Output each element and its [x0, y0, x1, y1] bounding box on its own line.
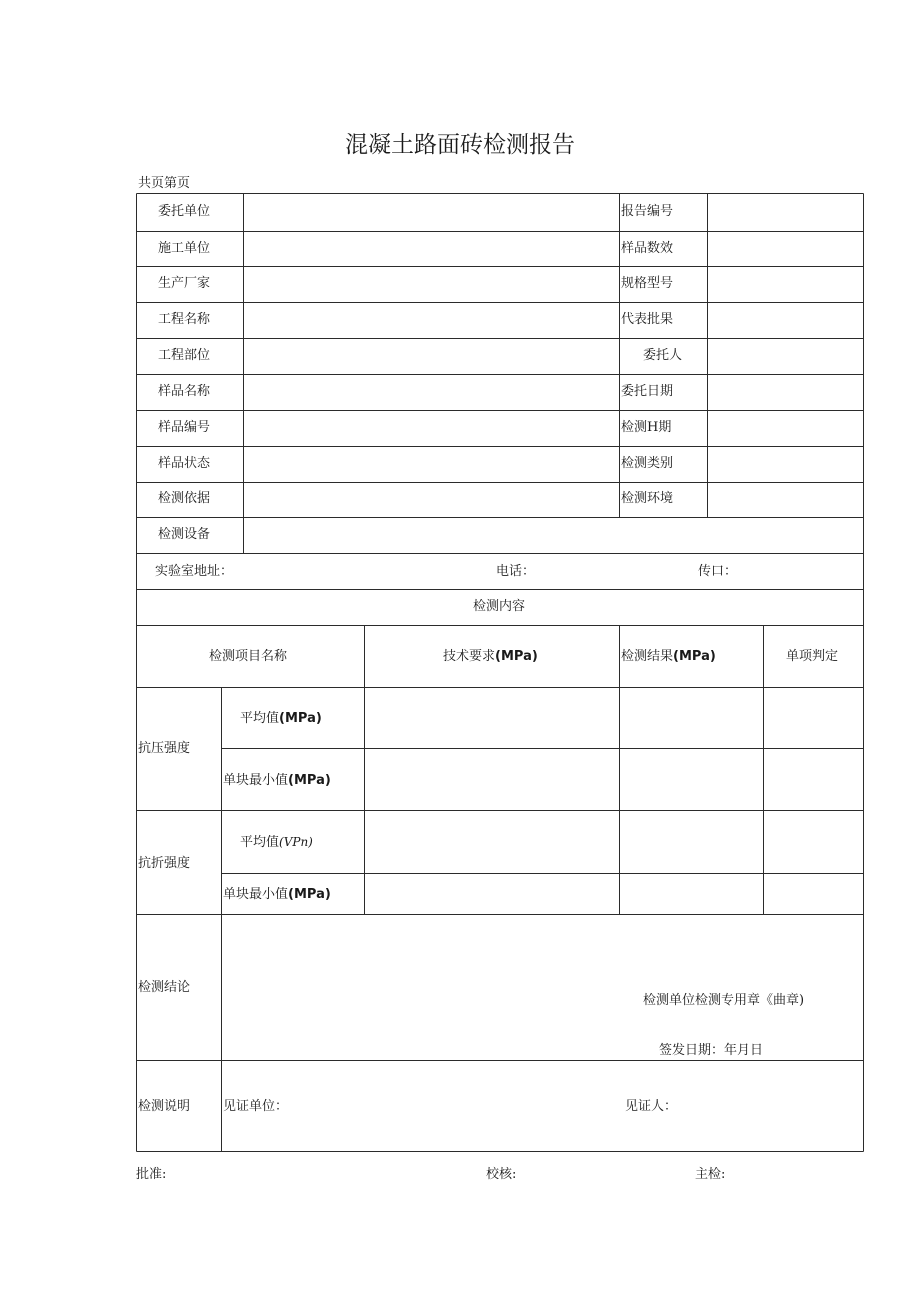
flexural-average-label: 平均值(VPn)	[240, 835, 313, 850]
label-representative-batch: 代表批果	[621, 312, 674, 327]
label-commission-date: 委托日期	[621, 384, 674, 399]
label-test-equipment: 检测设备	[158, 527, 211, 542]
witness-person-label: 见证人：	[625, 1099, 678, 1114]
lab-phone-label: 电话：	[496, 564, 536, 579]
label-project-part: 工程部位	[158, 348, 211, 363]
page-title: 混凝土路面砖检测报告	[345, 132, 575, 158]
label-sample-name: 样品名称	[158, 384, 211, 399]
conclusion-label: 检测结论	[138, 980, 191, 995]
footer-approve: 批准:	[136, 1167, 167, 1182]
label-sample-quantity: 样品数效	[621, 241, 674, 256]
label-client-person: 委托人	[643, 348, 683, 363]
notes-label: 检测说明	[138, 1099, 191, 1114]
header-item-name: 检测项目名称	[209, 649, 288, 664]
label-test-basis: 检测依据	[158, 491, 211, 506]
label-sample-status: 样品状态	[158, 456, 211, 471]
header-tech-requirement: 技术要求(MPa)	[443, 649, 538, 664]
lab-address-label: 实验室地址：	[155, 564, 234, 579]
page-info: 共页第页	[138, 176, 191, 191]
label-sample-number: 样品编号	[158, 420, 211, 435]
lab-fax-label: 传口：	[698, 564, 738, 579]
label-project-name: 工程名称	[158, 312, 211, 327]
header-judgement: 单项判定	[786, 649, 839, 664]
witness-unit-label: 见证单位：	[223, 1099, 289, 1114]
label-spec-model: 规格型号	[621, 276, 674, 291]
conclusion-stamp-text: 检测单位检测专用章《曲章)	[643, 993, 805, 1008]
compressive-min-label: 单块最小值(MPa)	[223, 773, 331, 788]
compressive-strength-label: 抗压强度	[138, 741, 191, 756]
label-report-number: 报告编号	[621, 204, 674, 219]
footer-review: 校核:	[486, 1167, 517, 1182]
conclusion-issue-date: 签发日期：年月日	[659, 1043, 764, 1058]
label-test-date: 检测H期	[621, 420, 672, 435]
header-test-result: 检测结果(MPa)	[621, 649, 716, 664]
label-test-category: 检测类别	[621, 456, 674, 471]
label-construction-unit: 施工单位	[158, 241, 211, 256]
section-test-content: 检测内容	[473, 599, 526, 614]
label-test-environment: 检测环境	[621, 491, 674, 506]
flexural-strength-label: 抗折强度	[138, 856, 191, 871]
flexural-min-label: 单块最小值(MPa)	[223, 887, 331, 902]
label-manufacturer: 生产厂家	[158, 276, 211, 291]
label-client-unit: 委托单位	[158, 204, 211, 219]
compressive-average-label: 平均值(MPa)	[240, 711, 322, 726]
footer-inspector: 主检:	[695, 1167, 726, 1182]
